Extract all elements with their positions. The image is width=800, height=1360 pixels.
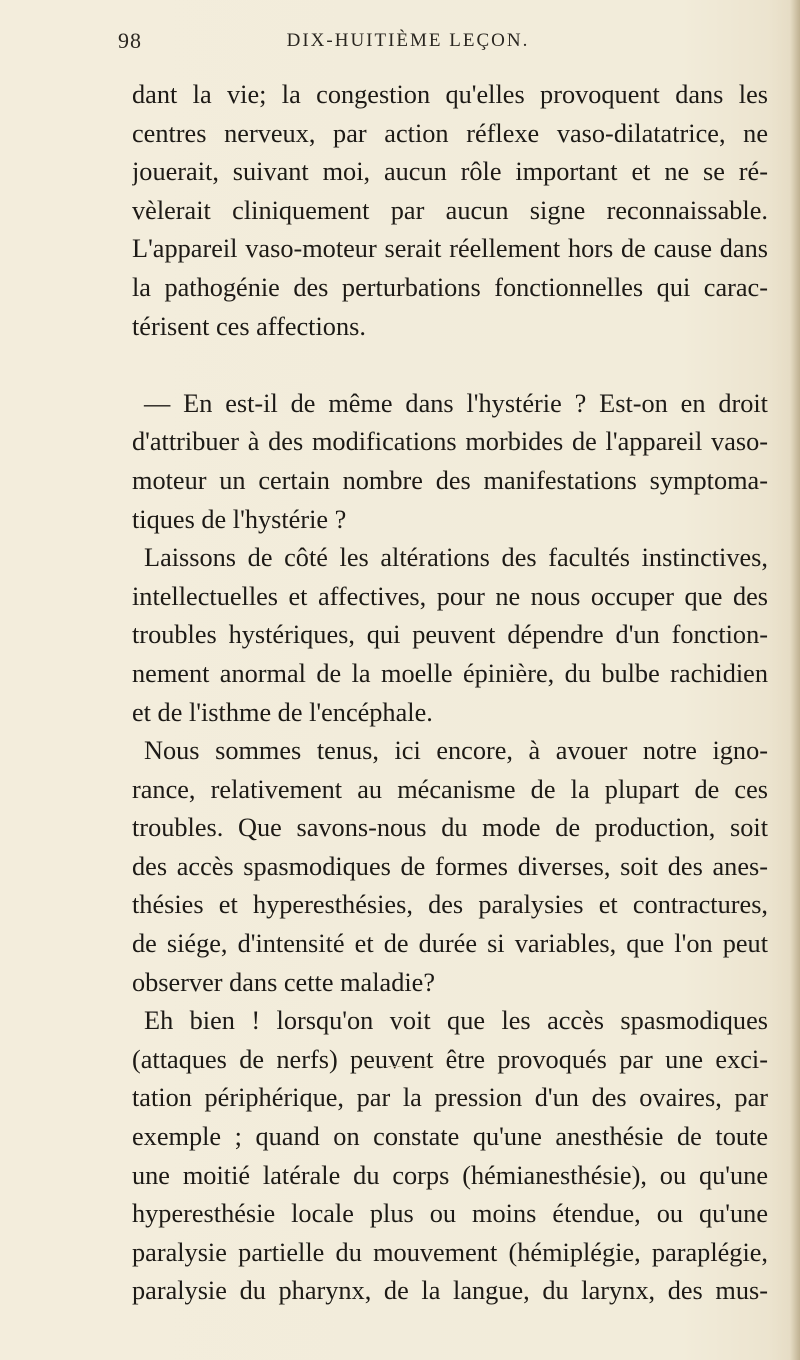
text-line: des accès spasmodiques de formes diverses, soit des anes- [132, 851, 768, 881]
text-line: tation périphérique, par la pression d'un des ovaires, par [132, 1083, 768, 1113]
text-line: térisent ces affections. [132, 311, 366, 341]
text-line: dant la vie; la congestion qu'elles provoquent dans les [132, 80, 768, 109]
text-line: vèlerait cliniquement par aucun signe reconnaissable. [132, 195, 768, 225]
text-line: de siége, d'intensité et de durée si variables, que l'on peut [132, 929, 768, 959]
text-line: troubles hystériques, qui peuvent dépendre d'un fonction- [132, 620, 768, 650]
text-line: une moitié latérale du corps (hémianesthésie), ou qu'une [132, 1160, 768, 1190]
text-line: L'appareil vaso-moteur serait réellement hors de cause dans [132, 234, 768, 264]
text-line: paralysie du pharynx, de la langue, du larynx, des mus- [132, 1276, 768, 1306]
text-line: et de l'isthme de l'encéphale. [132, 697, 433, 727]
text-line: thésies et hyperesthésies, des paralysies et contractures, [132, 890, 768, 920]
text-line: rance, relativement au mécanisme de la plupart de ces [132, 774, 768, 804]
print-mark [388, 1066, 434, 1068]
text-line: Eh bien ! lorsqu'on voit que les accès spasmodiques [144, 1006, 768, 1036]
text-line: troubles. Que savons-nous du mode de production, soit [132, 813, 768, 843]
text-line: Nous sommes tenus, ici encore, à avouer notre igno- [144, 736, 768, 766]
paragraph-spacer [132, 346, 768, 385]
text-line: paralysie partielle du mouvement (hémiplégie, paraplégie, [132, 1237, 768, 1267]
text-line: centres nerveux, par action réflexe vaso-dilatatrice, ne [132, 118, 768, 148]
text-line: observer dans cette maladie? [132, 967, 435, 997]
text-line: — En est-il de même dans l'hystérie ? Est-on en droit [144, 388, 768, 418]
text-line: Laissons de côté les altérations des facultés instinctives, [144, 543, 768, 573]
running-title: DIX-HUITIÈME LEÇON. [286, 30, 530, 51]
page-number: 98 [118, 28, 142, 53]
text-line: jouerait, suivant moi, aucun rôle important et ne se ré- [132, 157, 768, 187]
text-line: (attaques de nerfs) peuvent être provoqués par une exci- [132, 1044, 768, 1074]
text-line: exemple ; quand on constate qu'une anesthésie de toute [132, 1122, 768, 1152]
text-line: la pathogénie des perturbations fonctionnelles qui carac- [132, 272, 768, 302]
text-line: hyperesthésie locale plus ou moins étendue, ou qu'une [132, 1199, 768, 1229]
page-edge [790, 0, 800, 1360]
page-header [118, 26, 768, 58]
body-text [132, 76, 768, 1311]
text-line: tiques de l'hystérie ? [132, 504, 347, 534]
text-line: moteur un certain nombre des manifestations symptoma- [132, 465, 768, 495]
text-line: intellectuelles et affectives, pour ne nous occuper que des [132, 581, 768, 611]
text-line: nement anormal de la moelle épinière, du bulbe rachidien [132, 658, 768, 688]
text-line: d'attribuer à des modifications morbides de l'appareil vaso- [132, 427, 768, 457]
